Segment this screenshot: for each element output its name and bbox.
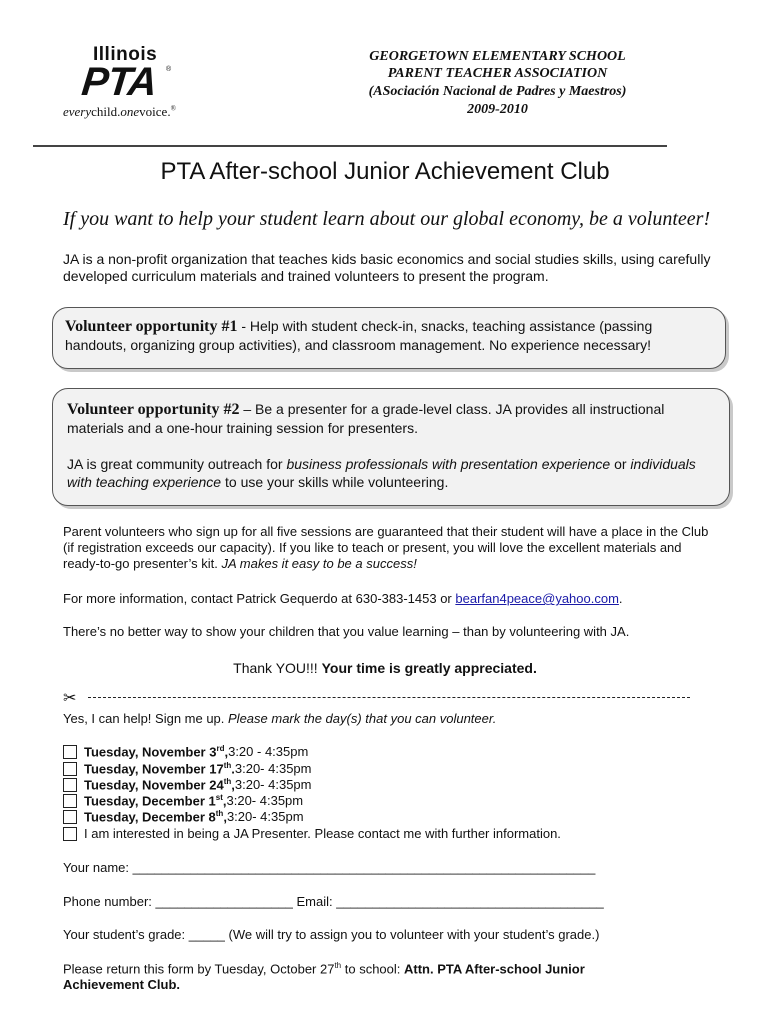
logo-registered-mark: ® [166, 66, 172, 73]
checkbox[interactable] [63, 794, 77, 808]
scissors-icon: ✂ [63, 690, 77, 707]
header-divider [33, 145, 667, 147]
option-nov-17[interactable]: Tuesday, November 17th. 3:20- 4:35pm [63, 761, 311, 776]
contact-email-link[interactable]: bearfan4peace@yahoo.com [455, 591, 619, 606]
option-nov-24[interactable]: Tuesday, November 24th, 3:20- 4:35pm [63, 777, 311, 792]
opportunity-2-text: – Be a presenter for a grade-level class. JA provides all instructional materials and a one-hour training session for presenters. [67, 401, 665, 436]
checkbox[interactable] [63, 745, 77, 759]
grade-field[interactable]: Your student’s grade: _____ (We will try to assign you to volunteer with your student’s grade.) [63, 927, 600, 942]
volunteer-opportunity-1-box [52, 307, 726, 369]
phone-field[interactable]: Phone number: ___________________ [63, 894, 293, 909]
school-year: 2009-2010 [467, 102, 528, 117]
return-instructions: Please return this form by Tuesday, October 27th to school: Attn. PTA After-school Junior Achievement Club. [63, 961, 585, 993]
checkbox[interactable] [63, 827, 77, 841]
opportunity-1-text: - Help with student check-in, snacks, teaching assistance (passing handouts, organizing group activities), and classroom management. No experience necessary! [65, 318, 653, 353]
outreach-text: JA is great community outreach for business professionals with presentation experience or individuals with teaching experience to use your skills while volunteering. [67, 456, 696, 490]
opportunity-1-title: Volunteer opportunity #1 [65, 318, 238, 335]
checkbox[interactable] [63, 762, 77, 776]
parents-paragraph: Parent volunteers who sign up for all five sessions are guaranteed that their student will have a place in the Club (if registration exceeds our capacity). If you like to teach or present, you will love the excellent materials and ready-to-go presenter’s kit. JA makes it easy to be a success! [63, 524, 709, 571]
intro-paragraph: JA is a non-profit organization that teaches kids basic economics and social studies skills, using carefully developed curriculum materials and trained volunteers to present the program. [63, 251, 711, 284]
subtitle: If you want to help your student learn about our global economy, be a volunteer! [63, 208, 711, 230]
logo-illinois-text: Illinois [93, 44, 158, 65]
association-name: PARENT TEACHER ASSOCIATION [387, 66, 608, 81]
association-spanish: (ASociación Nacional de Padres y Maestros) [368, 84, 627, 99]
option-dec-1[interactable]: Tuesday, December 1st, 3:20- 4:35pm [63, 793, 303, 808]
volunteer-opportunity-2-box [52, 388, 730, 506]
thank-you-line: Thank YOU!!! Your time is greatly appreciated. [233, 660, 537, 676]
name-field[interactable]: Your name: ________________________________________________________________ [63, 860, 596, 875]
pta-logo: PTA [79, 60, 159, 104]
email-field[interactable]: Email: _____________________________________ [292, 894, 604, 909]
opportunity-2-title: Volunteer opportunity #2 [67, 401, 240, 418]
page-title: PTA After-school Junior Achievement Club [160, 158, 610, 185]
checkbox[interactable] [63, 810, 77, 824]
value-line: There’s no better way to show your children that you value learning – than by volunteering with JA. [63, 624, 630, 639]
checkbox[interactable] [63, 778, 77, 792]
school-name: GEORGETOWN ELEMENTARY SCHOOL [369, 49, 626, 64]
option-nov-3[interactable]: Tuesday, November 3rd, 3:20 - 4:35pm [63, 744, 308, 759]
signup-line: Yes, I can help! Sign me up. Please mark the day(s) that you can volunteer. [63, 711, 497, 726]
logo-tagline: everychild.onevoice.® [63, 104, 176, 119]
phone-email-field[interactable] [63, 894, 604, 909]
option-dec-8[interactable]: Tuesday, December 8th, 3:20- 4:35pm [63, 809, 304, 824]
cut-line [88, 697, 690, 698]
contact-line: For more information, contact Patrick Gequerdo at 630-383-1453 or bearfan4peace@yahoo.com. [63, 591, 623, 606]
option-presenter[interactable]: I am interested in being a JA Presenter. Please contact me with further information. [63, 826, 561, 841]
